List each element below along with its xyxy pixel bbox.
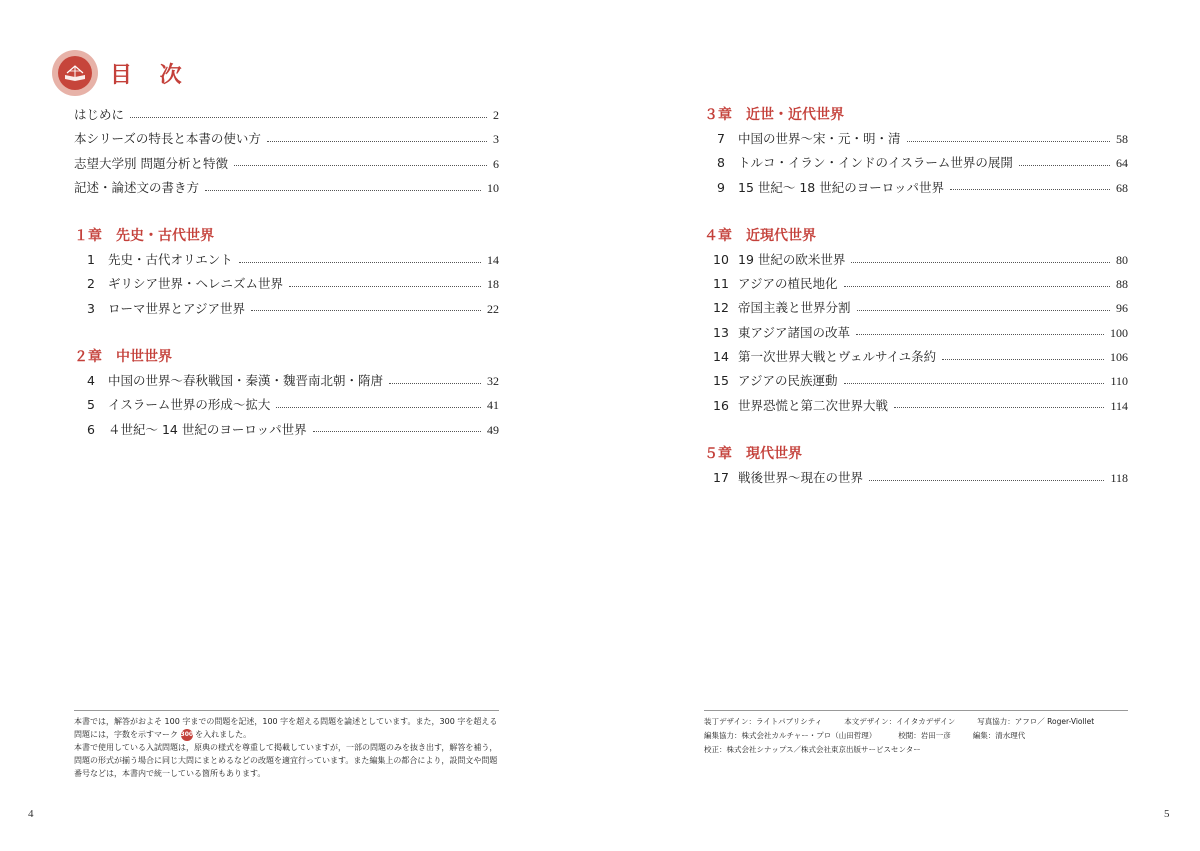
toc-entry	[74, 369, 499, 393]
toc-chapters	[74, 200, 499, 442]
toc-entry-number: 6	[87, 421, 95, 437]
toc-entry-page: 49	[487, 422, 499, 437]
toc-entry-page: 18	[487, 277, 499, 292]
toc-entry-label: 志望大学別 問題分析と特徴	[74, 155, 228, 171]
toc-entry-label: 戦後世界～現在の世界	[738, 469, 864, 485]
dot-leader	[1019, 165, 1110, 166]
footnote	[74, 710, 499, 780]
toc-entry-label: 15 世紀～ 18 世紀のヨーロッパ世界	[738, 179, 944, 195]
toc-entry-label: 中国の世界～春秋戦国・秦漢・魏晋南北朝・隋唐	[108, 373, 384, 389]
dot-leader	[289, 286, 481, 287]
toc-entry	[704, 127, 1128, 151]
dot-leader	[844, 286, 1110, 287]
toc-entry-number: 3	[87, 300, 95, 316]
toc-entry-number: 16	[713, 397, 729, 413]
book-emblem-icon	[52, 50, 98, 96]
toc-entry-number: 9	[717, 179, 725, 195]
dot-leader	[389, 383, 481, 384]
toc-entry-page: 64	[1116, 156, 1128, 171]
dot-leader	[130, 117, 487, 118]
toc-entry-page: 41	[487, 398, 499, 413]
credit-item: 校正：株式会社シナップス／株式会社東京出版サービスセンター	[704, 745, 921, 754]
toc-entry	[704, 176, 1128, 200]
credit-line-1	[704, 715, 1128, 729]
toc-entry-page: 3	[493, 132, 499, 147]
dot-leader	[869, 480, 1104, 481]
toc-entry	[704, 369, 1128, 393]
toc-entry-label: ローマ世界とアジア世界	[108, 300, 246, 316]
dot-leader	[894, 407, 1104, 408]
toc-entry-label: アジアの植民地化	[738, 276, 838, 292]
dot-leader	[856, 334, 1104, 335]
dot-leader	[267, 141, 487, 142]
toc-entry-number: 10	[713, 251, 729, 267]
page-number-right: 5	[1164, 808, 1170, 820]
toc-entry-number: 12	[713, 300, 729, 316]
toc-chapters	[704, 103, 1128, 490]
dot-leader	[942, 359, 1104, 360]
toc-entry-number: 7	[717, 131, 725, 146]
credit-item: 編集協力：株式会社カルチャー・プロ（山田哲理）	[704, 731, 877, 740]
footnote-paragraph-2: 本書で使用している入試問題は，原典の様式を尊重して掲載していますが，一部の問題のみを抜き出す，解答を補う，問題の形式が揃う場合に同じ大問にまとめるなどの改題を適宜行っています。また編集上の都合により，設問文や問題番号などは，本書内で統一している箇所もあります。	[74, 743, 498, 778]
chapter-heading: ４章 近現代世界	[704, 227, 816, 244]
toc-entry-page: 114	[1110, 398, 1128, 413]
credits	[704, 710, 1128, 757]
toc-entry-label: 帝国主義と世界分割	[738, 300, 851, 316]
toc-entry	[74, 152, 499, 176]
toc-left	[74, 103, 499, 442]
toc-entry-page: 68	[1116, 180, 1128, 195]
toc-entry-label: 19 世紀の欧米世界	[738, 251, 846, 267]
char-count-mark-icon: 300	[181, 729, 193, 741]
toc-entry-number: 8	[717, 155, 725, 171]
toc-entry-number: 11	[713, 276, 729, 292]
toc-entry-label: はじめに	[74, 107, 125, 122]
toc-entry-number: 1	[87, 252, 95, 268]
credit-item: 写真協力：アフロ／ Roger-Viollet	[977, 717, 1095, 726]
dot-leader	[313, 431, 481, 432]
toc-entry-label: イスラーム世界の形成～拡大	[108, 397, 271, 413]
toc-entry	[704, 466, 1128, 490]
toc-entry-number: 15	[713, 373, 729, 389]
toc-entry-page: 58	[1116, 132, 1128, 146]
chapter-heading: ５章 現代世界	[704, 445, 802, 462]
dot-leader	[907, 141, 1110, 142]
toc-entry	[74, 248, 499, 272]
credit-line-3	[704, 743, 1128, 757]
dot-leader	[857, 310, 1110, 311]
credit-item: 装丁デザイン：ライトパブリシティ	[704, 717, 823, 726]
toc-entry-label: 東アジア諸国の改革	[738, 324, 851, 340]
toc-entry-page: 6	[493, 156, 499, 171]
toc-entry	[74, 103, 499, 127]
toc-entry-number: 4	[87, 373, 95, 389]
toc-entry-page: 88	[1116, 277, 1128, 292]
toc-entry	[74, 297, 499, 321]
dot-leader	[950, 189, 1110, 190]
credit-item: 編集：清水理代	[972, 731, 1026, 740]
toc-entry	[74, 176, 499, 200]
footnote-paragraph-1: 本書では，解答がおよそ 100 字までの問題を記述，100 字を超える問題を論述としています。また，300 字を超える問題には，字数を示すマーク 300 を入れました。	[74, 717, 498, 739]
chapter-heading: １章 先史・古代世界	[74, 228, 214, 245]
toc-intro	[74, 103, 499, 200]
page-number-left: 4	[28, 808, 34, 820]
toc-entry-page: 106	[1110, 350, 1128, 365]
toc-entry	[704, 345, 1128, 369]
toc-entry-page: 80	[1116, 252, 1128, 267]
toc-entry	[74, 272, 499, 296]
dot-leader	[205, 190, 481, 191]
toc-entry-page: 110	[1110, 374, 1128, 389]
credit-line-2	[704, 729, 1128, 743]
right-page	[600, 0, 1200, 851]
dot-leader	[851, 262, 1110, 263]
toc-entry-page: 14	[487, 253, 499, 268]
dot-leader	[234, 165, 487, 166]
toc-entry-label: 記述・論述文の書き方	[74, 179, 200, 195]
credit-item: 校閲：岩田一彦	[898, 731, 951, 740]
toc-entry	[74, 127, 499, 151]
toc-entry-number: 17	[713, 469, 729, 485]
toc-entry	[704, 151, 1128, 175]
toc-entry	[74, 393, 499, 417]
toc-entry-number: 5	[87, 397, 95, 413]
toc-entry-page: 32	[487, 374, 499, 389]
toc-entry	[704, 394, 1128, 418]
toc-entry	[704, 272, 1128, 296]
toc-entry	[74, 418, 499, 442]
toc-entry-number: 14	[713, 349, 729, 365]
toc-entry-page: 2	[493, 108, 499, 122]
dot-leader	[276, 407, 481, 408]
toc-entry	[704, 296, 1128, 320]
toc-entry-label: トルコ・イラン・インドのイスラーム世界の展開	[738, 155, 1013, 171]
toc-heading	[52, 50, 192, 96]
toc-entry-page: 10	[487, 180, 499, 195]
toc-entry	[704, 321, 1128, 345]
toc-entry-label: ギリシア世界・ヘレニズム世界	[108, 276, 284, 292]
toc-entry-label: 世界恐慌と第二次世界大戦	[738, 397, 889, 413]
toc-entry-label: 第一次世界大戦とヴェルサイユ条約	[738, 349, 937, 365]
toc-entry-number: 13	[713, 324, 729, 340]
toc-right	[704, 103, 1128, 490]
toc-entry	[704, 248, 1128, 272]
credit-item: 本文デザイン：イイタカデザイン	[844, 717, 956, 726]
chapter-heading: ２章 中世世界	[74, 349, 172, 366]
toc-entry-label: 中国の世界～宋・元・明・清	[738, 131, 901, 146]
dot-leader	[844, 383, 1105, 384]
toc-entry-page: 22	[487, 301, 499, 316]
toc-entry-page: 96	[1116, 301, 1128, 316]
toc-entry-label: 先史・古代オリエント	[108, 252, 233, 268]
toc-entry-page: 118	[1110, 470, 1128, 485]
toc-entry-label: ４世紀～ 14 世紀のヨーロッパ世界	[108, 421, 307, 437]
toc-entry-label: 本シリーズの特長と本書の使い方	[74, 131, 261, 147]
toc-entry-label: アジアの民族運動	[738, 373, 838, 389]
dot-leader	[239, 262, 481, 263]
page-title: 目 次	[110, 62, 192, 88]
chapter-heading: ３章 近世・近代世界	[704, 107, 844, 123]
toc-entry-page: 100	[1110, 325, 1128, 340]
toc-entry-number: 2	[87, 276, 95, 292]
dot-leader	[251, 310, 481, 311]
